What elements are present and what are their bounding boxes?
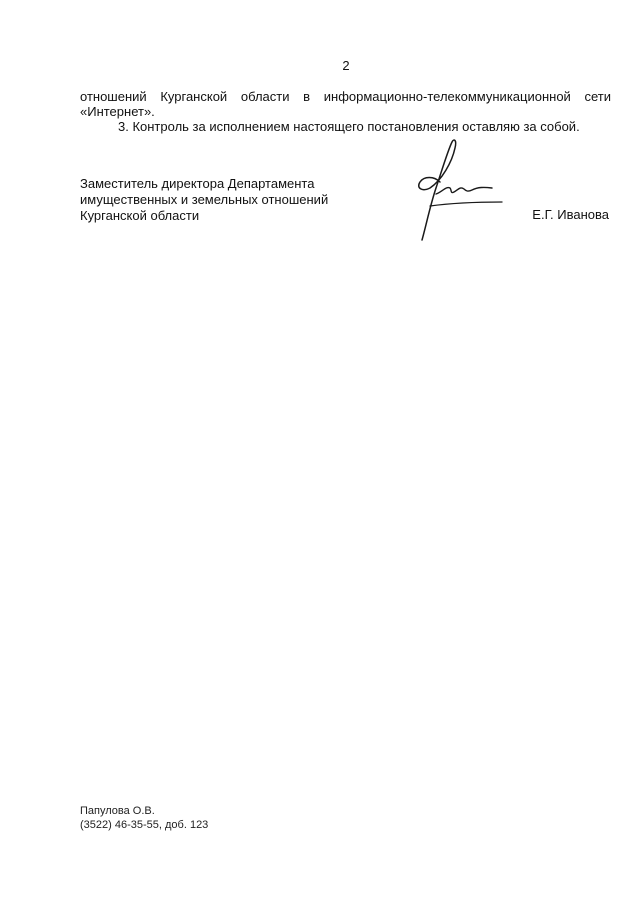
body-line-2: «Интернет». — [80, 104, 155, 119]
signer-title-line: имущественных и земельных отношений — [80, 192, 329, 207]
body-word: в — [303, 89, 311, 104]
signer-title-line: Курганской области — [80, 208, 200, 223]
body-word: Курганской — [160, 89, 228, 104]
body-word: информационно-телекоммуникационной — [323, 89, 571, 104]
body-word: области — [240, 89, 290, 104]
executor-phone: (3522) 46-35-55, доб. 123 — [80, 819, 209, 831]
handwritten-signature — [412, 136, 512, 248]
signer-title-block — [80, 176, 328, 224]
signer-title-line: Заместитель директора Департамента — [80, 176, 315, 191]
body-line-3: 3. Контроль за исполнением настоящего постановления оставляю за собой. — [118, 119, 580, 134]
signer-name: Е.Г. Иванова — [532, 207, 609, 222]
body-word: отношений — [80, 89, 147, 104]
executor-name: Папулова О.В. — [80, 805, 155, 817]
body-word: сети — [584, 89, 611, 104]
page-number: 2 — [342, 58, 350, 73]
executor-block — [80, 804, 208, 832]
body-line-1 — [80, 89, 611, 105]
